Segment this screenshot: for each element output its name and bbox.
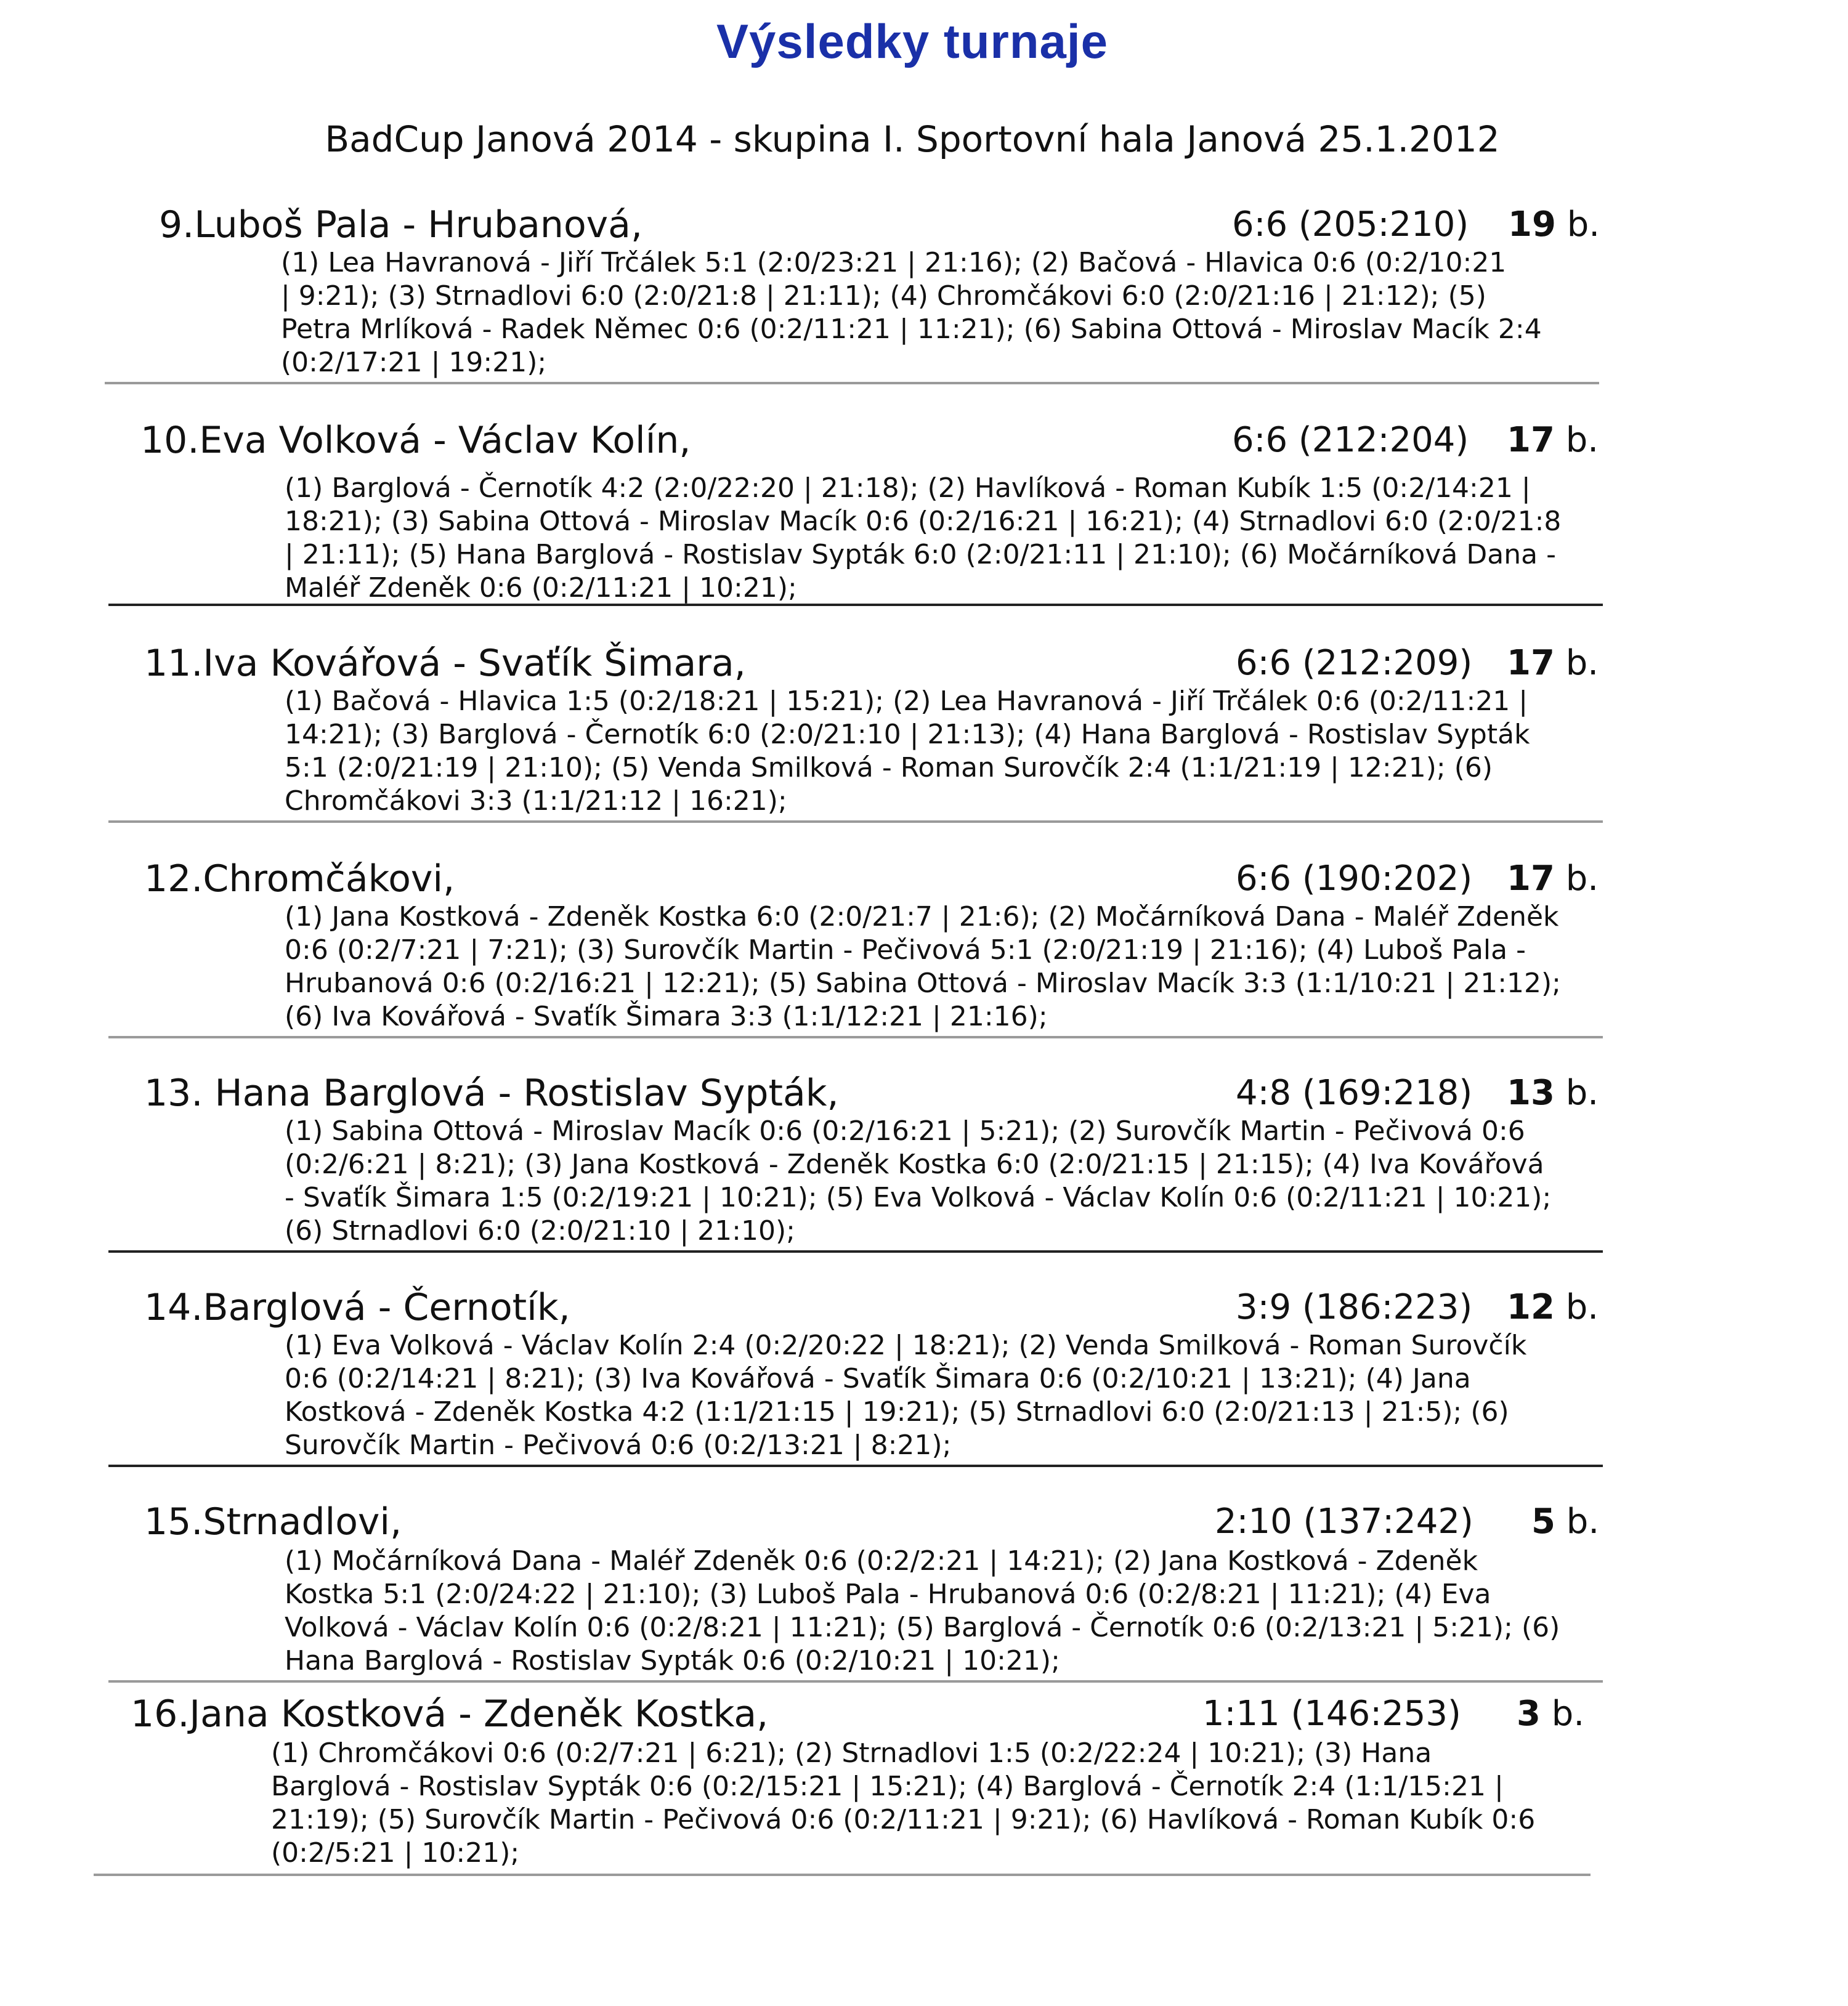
detail-line: Maléř Zdeněk 0:6 (0:2/11:21 | 10:21); bbox=[285, 572, 797, 604]
detail-line: (6) Strnadlovi 6:0 (2:0/21:10 | 21:10); bbox=[285, 1215, 795, 1247]
team-name: 9.Luboš Pala - Hrubanová, bbox=[159, 203, 643, 246]
result-entry bbox=[108, 1072, 1603, 1253]
points bbox=[1507, 420, 1599, 460]
entry-header bbox=[108, 857, 1603, 907]
entry-header bbox=[94, 1693, 1591, 1742]
entry-header bbox=[108, 1286, 1603, 1335]
points bbox=[1507, 1287, 1599, 1327]
detail-line: 14:21); (3) Barglová - Černotík 6:0 (2:0/21:10 | 21:13); (4) Hana Barglová - Rostislav Sypták bbox=[285, 719, 1530, 750]
match-score: 6:6 (212:209) bbox=[1236, 643, 1473, 683]
detail-line: (1) Jana Kostková - Zdeněk Kostka 6:0 (2:0/21:7 | 21:6); (2) Močárníková Dana - Maléř Zdeněk bbox=[285, 901, 1559, 932]
detail-line: (1) Bačová - Hlavica 1:5 (0:2/18:21 | 15:21); (2) Lea Havranová - Jiří Trčálek 0:6 (0:2/11:21 | bbox=[285, 686, 1528, 717]
points bbox=[1531, 1502, 1599, 1542]
result-entry bbox=[108, 1286, 1603, 1467]
entry-header bbox=[108, 1072, 1603, 1121]
match-details bbox=[285, 1545, 1609, 1678]
detail-line: (1) Močárníková Dana - Maléř Zdeněk 0:6 (0:2/2:21 | 14:21); (2) Jana Kostková - Zdeněk bbox=[285, 1545, 1478, 1577]
detail-line: Hana Barglová - Rostislav Sypták 0:6 (0:2/10:21 | 10:21); bbox=[285, 1645, 1060, 1676]
points-unit: b. bbox=[1540, 1694, 1585, 1734]
detail-line: 5:1 (2:0/21:19 | 21:10); (5) Venda Smilková - Roman Surovčík 2:4 (1:1/21:19 | 12:21); (6) bbox=[285, 752, 1493, 783]
detail-line: (1) Sabina Ottová - Miroslav Macík 0:6 (0:2/16:21 | 5:21); (2) Surovčík Martin - Pečivová 0:6 bbox=[285, 1115, 1525, 1147]
match-score: 4:8 (169:218) bbox=[1236, 1073, 1473, 1113]
match-details bbox=[285, 1329, 1609, 1462]
detail-line: (6) Iva Kovářová - Svaťík Šimara 3:3 (1:1/12:21 | 21:16); bbox=[285, 1001, 1048, 1032]
team-name: 11.Iva Kovářová - Svaťík Šimara, bbox=[144, 642, 746, 685]
page-title: Výsledky turnaje bbox=[716, 14, 1108, 68]
points-unit: b. bbox=[1555, 1502, 1600, 1542]
points-value: 17 bbox=[1507, 420, 1555, 460]
detail-line: 21:19); (5) Surovčík Martin - Pečivová 0:6 (0:2/11:21 | 9:21); (6) Havlíková - Roman Kubík 0:6 bbox=[271, 1804, 1536, 1835]
detail-line: (1) Eva Volková - Václav Kolín 2:4 (0:2/20:22 | 18:21); (2) Venda Smilková - Roman Surovčík bbox=[285, 1330, 1527, 1361]
detail-line: (1) Barglová - Černotík 4:2 (2:0/22:20 | 21:18); (2) Havlíková - Roman Kubík 1:5 (0:2/14:21 | bbox=[285, 472, 1531, 504]
match-details bbox=[281, 246, 1605, 379]
tournament-subtitle: BadCup Janová 2014 - skupina I. Sportovní hala Janová 25.1.2012 bbox=[325, 118, 1500, 160]
detail-line: (0:2/5:21 | 10:21); bbox=[271, 1837, 520, 1869]
points-value: 3 bbox=[1517, 1694, 1541, 1734]
points-value: 17 bbox=[1507, 643, 1555, 683]
entry-header bbox=[108, 1500, 1603, 1550]
entry-header bbox=[108, 642, 1603, 691]
detail-line: (0:2/6:21 | 8:21); (3) Jana Kostková - Zdeněk Kostka 6:0 (2:0/21:15 | 21:15); (4) Iva Kovářová bbox=[285, 1149, 1544, 1180]
points bbox=[1508, 204, 1600, 245]
result-entry bbox=[94, 1693, 1591, 1876]
result-entry bbox=[105, 203, 1599, 384]
team-name: 15.Strnadlovi, bbox=[144, 1500, 402, 1543]
detail-line: 0:6 (0:2/7:21 | 7:21); (3) Surovčík Martin - Pečivová 5:1 (2:0/21:19 | 21:16); (4) Luboš Pala - bbox=[285, 934, 1526, 966]
points bbox=[1507, 1073, 1599, 1113]
team-name: 10.Eva Volková - Václav Kolín, bbox=[140, 419, 691, 462]
detail-line: Chromčákovi 3:3 (1:1/21:12 | 16:21); bbox=[285, 785, 787, 817]
match-details bbox=[271, 1737, 1595, 1870]
detail-line: Barglová - Rostislav Sypták 0:6 (0:2/15:21 | 15:21); (4) Barglová - Černotík 2:4 (1:1/15:21 | bbox=[271, 1771, 1504, 1802]
match-details bbox=[285, 900, 1609, 1033]
detail-line: Hrubanová 0:6 (0:2/16:21 | 12:21); (5) Sabina Ottová - Miroslav Macík 3:3 (1:1/10:21 | 21:12); bbox=[285, 968, 1561, 999]
points-value: 13 bbox=[1507, 1073, 1555, 1113]
match-details bbox=[285, 685, 1609, 818]
points bbox=[1507, 643, 1599, 683]
match-score: 6:6 (212:204) bbox=[1232, 420, 1469, 460]
detail-line: Petra Mrlíková - Radek Němec 0:6 (0:2/11:21 | 11:21); (6) Sabina Ottová - Miroslav Macík 2:4 bbox=[281, 313, 1542, 345]
detail-line: Surovčík Martin - Pečivová 0:6 (0:2/13:21 | 8:21); bbox=[285, 1430, 952, 1461]
points-unit: b. bbox=[1555, 204, 1600, 245]
result-entry bbox=[108, 642, 1603, 823]
entry-header bbox=[105, 203, 1599, 253]
points bbox=[1517, 1694, 1584, 1734]
match-score: 2:10 (137:242) bbox=[1215, 1502, 1473, 1542]
detail-line: Kostka 5:1 (2:0/24:22 | 21:10); (3) Luboš Pala - Hrubanová 0:6 (0:2/8:21 | 11:21); (4) Eva bbox=[285, 1579, 1491, 1610]
team-name: 12.Chromčákovi, bbox=[144, 857, 455, 900]
detail-line: (1) Chromčákovi 0:6 (0:2/7:21 | 6:21); (2) Strnadlovi 1:5 (0:2/22:24 | 10:21); (3) Hana bbox=[271, 1737, 1432, 1769]
match-score: 1:11 (146:253) bbox=[1202, 1694, 1461, 1734]
entry-header bbox=[108, 419, 1603, 468]
team-name: 14.Barglová - Černotík, bbox=[144, 1286, 570, 1329]
points-value: 12 bbox=[1507, 1287, 1555, 1327]
match-score: 3:9 (186:223) bbox=[1236, 1287, 1473, 1327]
points bbox=[1507, 859, 1599, 899]
detail-line: | 9:21); (3) Strnadlovi 6:0 (2:0/21:8 | 21:11); (4) Chromčákovi 6:0 (2:0/21:16 | 21:12); (5) bbox=[281, 280, 1486, 312]
points-value: 5 bbox=[1531, 1502, 1555, 1542]
points-unit: b. bbox=[1554, 859, 1599, 899]
points-unit: b. bbox=[1554, 1287, 1599, 1327]
points-unit: b. bbox=[1554, 643, 1599, 683]
team-name: 16.Jana Kostková - Zdeněk Kostka, bbox=[131, 1693, 769, 1736]
match-details bbox=[285, 1115, 1609, 1248]
detail-line: Volková - Václav Kolín 0:6 (0:2/8:21 | 11:21); (5) Barglová - Černotík 0:6 (0:2/13:21 | 5:21); (6) bbox=[285, 1612, 1560, 1643]
match-score: 6:6 (205:210) bbox=[1232, 204, 1469, 245]
detail-line: (0:2/17:21 | 19:21); bbox=[281, 347, 547, 378]
detail-line: 0:6 (0:2/14:21 | 8:21); (3) Iva Kovářová - Svaťík Šimara 0:6 (0:2/10:21 | 13:21); (4) Jana bbox=[285, 1363, 1471, 1394]
result-entry bbox=[108, 857, 1603, 1038]
points-unit: b. bbox=[1554, 1073, 1599, 1113]
detail-line: (1) Lea Havranová - Jiří Trčálek 5:1 (2:0/23:21 | 21:16); (2) Bačová - Hlavica 0:6 (0:2/10:21 bbox=[281, 247, 1507, 278]
points-value: 19 bbox=[1508, 204, 1556, 245]
result-entry bbox=[108, 1500, 1603, 1683]
points-unit: b. bbox=[1554, 420, 1599, 460]
result-entry bbox=[108, 419, 1603, 606]
points-value: 17 bbox=[1507, 859, 1555, 899]
team-name: 13. Hana Barglová - Rostislav Sypták, bbox=[144, 1072, 839, 1115]
detail-line: | 21:11); (5) Hana Barglová - Rostislav Sypták 6:0 (2:0/21:11 | 21:10); (6) Močárníková Dana - bbox=[285, 539, 1556, 570]
detail-line: - Svaťík Šimara 1:5 (0:2/19:21 | 10:21); (5) Eva Volková - Václav Kolín 0:6 (0:2/11:21 | 10:21); bbox=[285, 1182, 1552, 1213]
match-details bbox=[285, 472, 1609, 605]
detail-line: 18:21); (3) Sabina Ottová - Miroslav Macík 0:6 (0:2/16:21 | 16:21); (4) Strnadlovi 6:0 (2:0/21:8 bbox=[285, 506, 1562, 537]
detail-line: Kostková - Zdeněk Kostka 4:2 (1:1/21:15 | 19:21); (5) Strnadlovi 6:0 (2:0/21:13 | 21:5); (6) bbox=[285, 1396, 1509, 1428]
match-score: 6:6 (190:202) bbox=[1236, 859, 1473, 899]
